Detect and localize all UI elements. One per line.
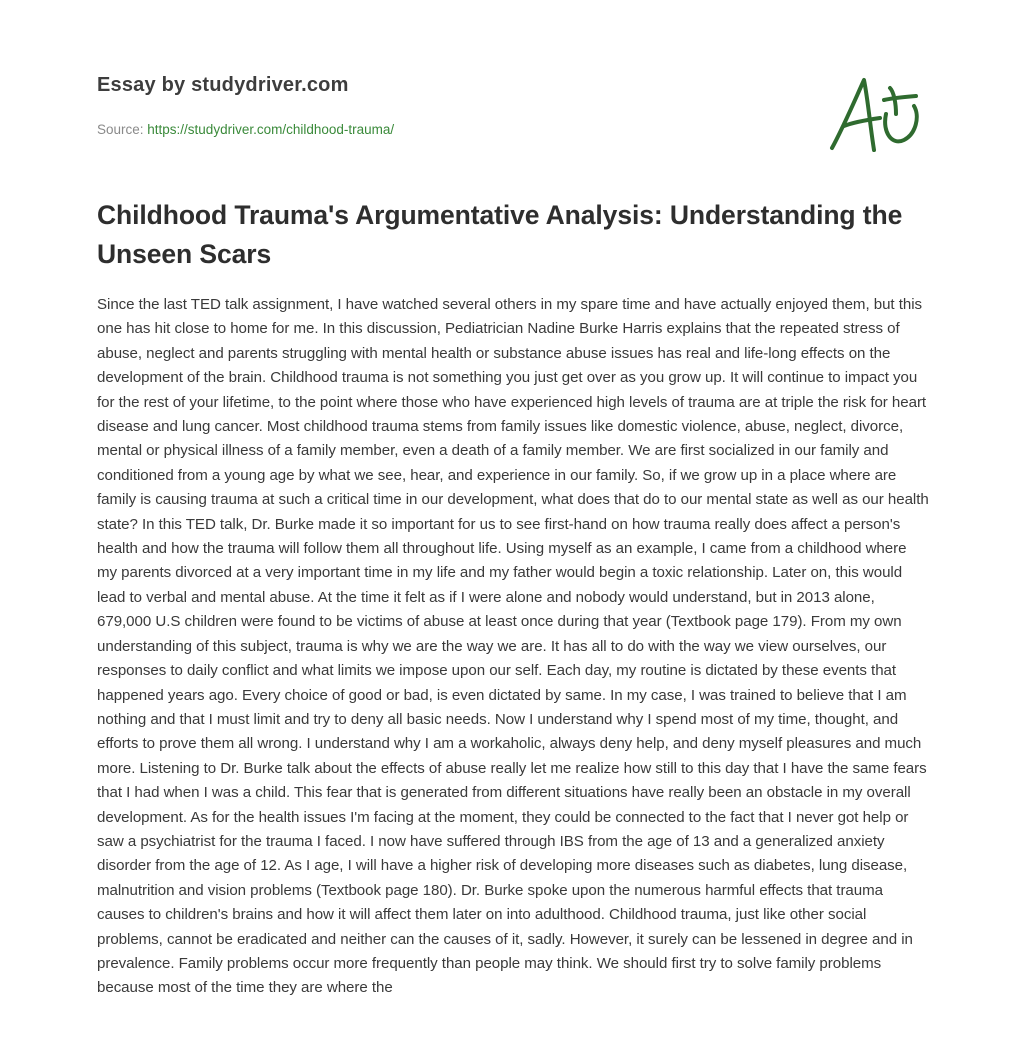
page-header [97,74,927,154]
source-link[interactable]: https://studydriver.com/childhood-trauma/ [147,122,395,137]
source-label: Source: [97,122,148,137]
source-line [97,122,394,137]
a-plus-logo-icon [824,70,930,160]
essay-title: Childhood Trauma's Argumentative Analysis: Understanding the Unseen Scars [97,200,903,269]
essay-body-text: Since the last TED talk assignment, I have watched several others in my spare time and have actually enjoyed them, but this one has hit close to home for me. In this discussion, Pediatrician Nadine Burke Harris explains that the repeated stress of abuse, neglect and parents struggling with mental health or substance abuse issues has real and life-long effects on the development of the brain. Childhood trauma is not something you just get over as you grow up. It will continue to impact you for the rest of your lifetime, to the point where those who have experienced high levels of trauma are at triple the risk for heart disease and lung cancer. Most childhood trauma stems from family issues like domestic violence, abuse, neglect, divorce, mental or physical illness of a family member, even a death of a family member. We are first socialized in our family and conditioned from a young age by what we see, hear, and experience in our family. So, if we grow up in a place where are family is causing trauma at such a critical time in our development, what does that do to our mental state as well as our health state? In this TED talk, Dr. Burke made it so important for us to see first-hand on how trauma really does affect a person's health and how the trauma will follow them all throughout life. Using myself as an example, I came from a childhood where my parents divorced at a very important time in my life and my father would begin a toxic relationship. Later on, this would lead to verbal and mental abuse. At the time it felt as if I were alone and nobody would understand, but in 2013 alone, 679,000 U.S children were found to be victims of abuse at least once during that year (Textbook page 179). From my own understanding of this subject, trauma is why we are the way we are. It has all to do with the way we view ourselves, our responses to daily conflict and what limits we impose upon our self. Each day, my routine is dictated by these events that happened years ago. Every choice of good or bad, is even dictated by same. In my case, I was trained to believe that I am nothing and that I must limit and try to deny all basic needs. Now I understand why I spend most of my time, thought, and efforts to prove them all wrong. I understand why I am a workaholic, always deny help, and deny myself pleasures and much more. Listening to Dr. Burke talk about the effects of abuse really let me realize how still to this day that I have the same fears that I had when I was a child. This fear that is generated from different situations have really been an obstacle in my overall development. As for the health issues I'm facing at the moment, they could be connected to the fact that I never got help or saw a psychiatrist for the trauma I faced. I now have suffered through IBS from the age of 13 and a generalized anxiety disorder from the age of 12. As I age, I will have a higher risk of developing more diseases such as diabetes, lung disease, malnutrition and vision problems (Textbook page 180). Dr. Burke spoke upon the numerous harmful effects that trauma causes to children's brains and how it will affect them later on into adulthood. Childhood trauma, just like other social problems, cannot be eradicated and neither can the causes of it, sadly. However, it surely can be lessened in degree and in prevalence. Family problems occur more frequently than people may think. We should first try to solve family problems because most of the time they are where the [97,296,929,997]
site-title: Essay by studydriver.com [97,74,349,96]
